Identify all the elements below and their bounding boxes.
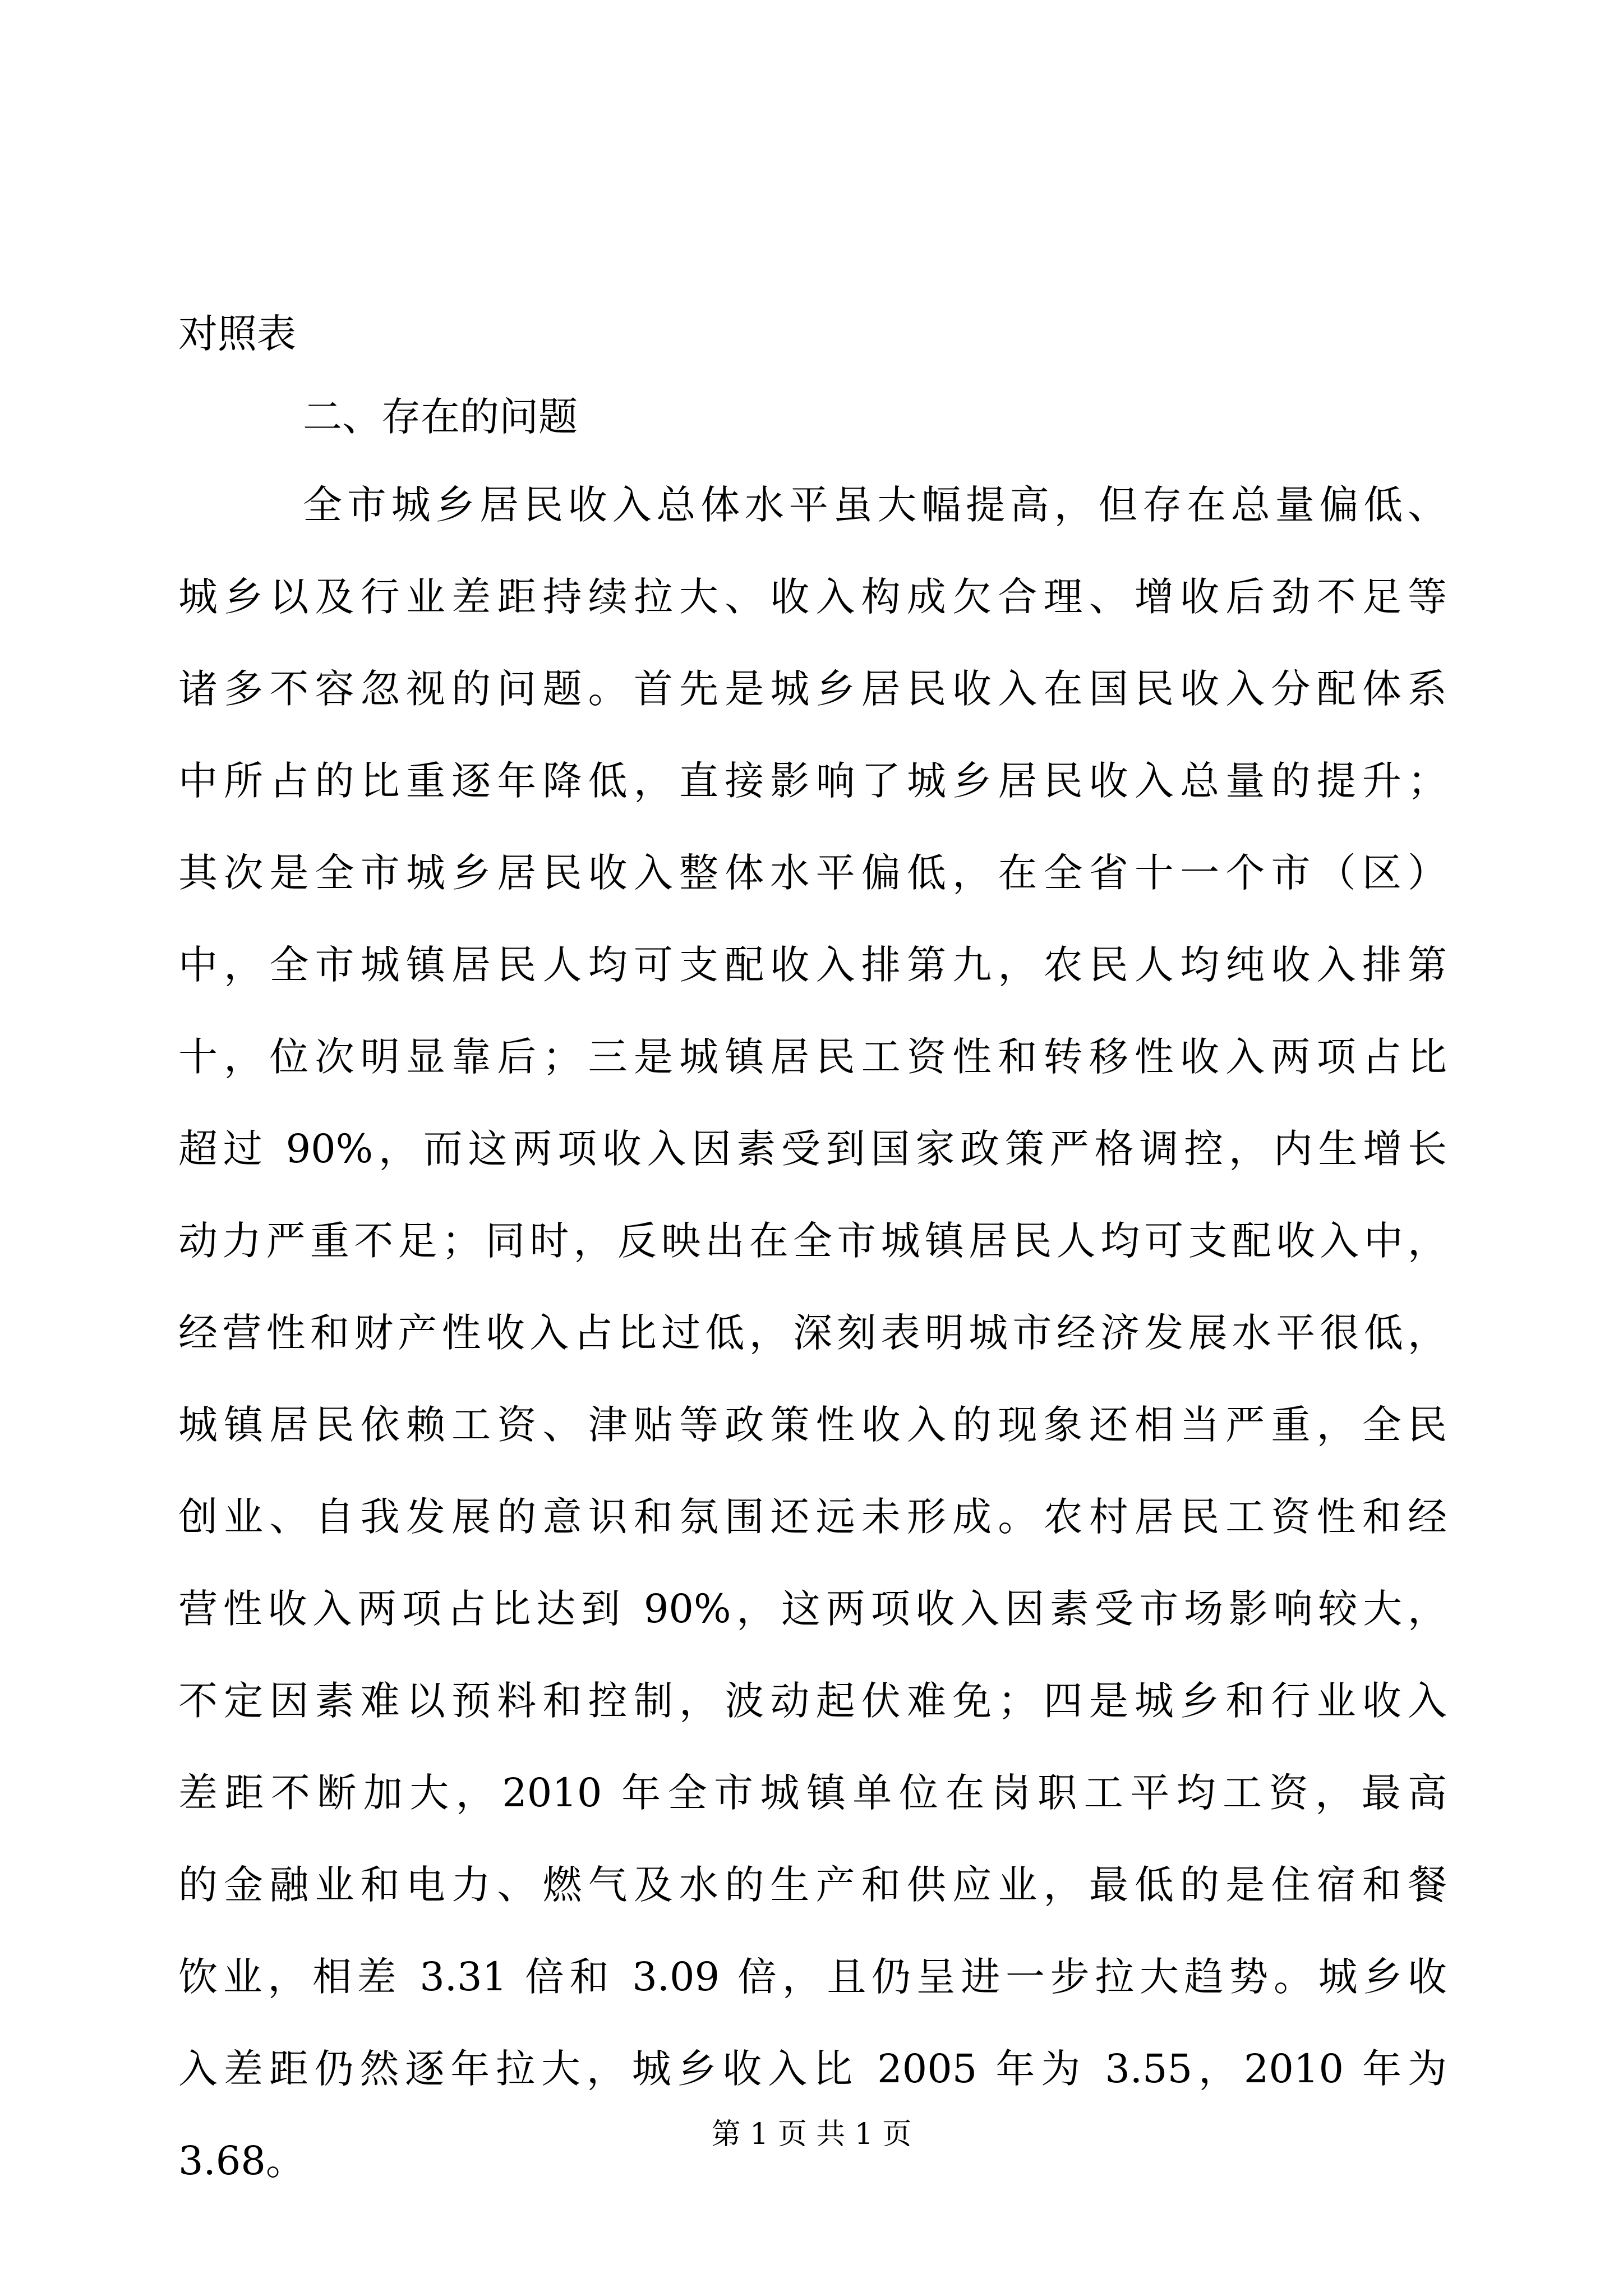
paragraph-line: 全市城乡居民收入总体水平虽大幅提高，但存在总量偏低、	[303, 482, 1447, 528]
paragraph-line: 的金融业和电力、燃气及水的生产和供应业，最低的是住宿和餐	[178, 1862, 1447, 1908]
paragraph-line: 营性收入两项占比达到 90%，这两项收入因素受市场影响较大，	[178, 1586, 1447, 1632]
paragraph-line: 经营性和财产性收入占比过低，深刻表明城市经济发展水平很低，	[178, 1310, 1447, 1356]
paragraph-line: 差距不断加大，2010 年全市城镇单位在岗职工平均工资，最高	[178, 1770, 1447, 1816]
paragraph-line: 城乡以及行业差距持续拉大、收入构成欠合理、增收后劲不足等	[178, 574, 1447, 620]
paragraph-line: 其次是全市城乡居民收入整体水平偏低，在全省十一个市（区）	[178, 850, 1447, 896]
paragraph-line: 中，全市城镇居民人均可支配收入排第九，农民人均纯收入排第	[178, 942, 1447, 988]
paragraph-line: 入差距仍然逐年拉大，城乡收入比 2005 年为 3.55，2010 年为	[178, 2046, 1447, 2092]
paragraph-line: 3.68。	[178, 2138, 305, 2184]
paragraph-line: 中所占的比重逐年降低，直接影响了城乡居民收入总量的提升；	[178, 758, 1447, 804]
paragraph-line: 超过 90%，而这两项收入因素受到国家政策严格调控，内生增长	[178, 1126, 1447, 1172]
paragraph-line: 不定因素难以预料和控制，波动起伏难免；四是城乡和行业收入	[178, 1678, 1447, 1724]
page-footer: 第 1 页 共 1 页	[711, 2118, 912, 2151]
table-caption: 对照表	[178, 311, 296, 357]
paragraph-line: 创业、自我发展的意识和氛围还远未形成。农村居民工资性和经	[178, 1494, 1447, 1540]
paragraph-line: 动力严重不足；同时，反映出在全市城镇居民人均可支配收入中，	[178, 1218, 1447, 1264]
paragraph-line: 十，位次明显靠后；三是城镇居民工资性和转移性收入两项占比	[178, 1034, 1447, 1080]
paragraph-line: 城镇居民依赖工资、津贴等政策性收入的现象还相当严重，全民	[178, 1402, 1447, 1448]
section-heading: 二、存在的问题	[303, 394, 578, 440]
paragraph-line: 诸多不容忽视的问题。首先是城乡居民收入在国民收入分配体系	[178, 666, 1447, 712]
paragraph-line: 饮业，相差 3.31 倍和 3.09 倍，且仍呈进一步拉大趋势。城乡收	[178, 1954, 1447, 2000]
body-paragraph	[178, 480, 1447, 2228]
